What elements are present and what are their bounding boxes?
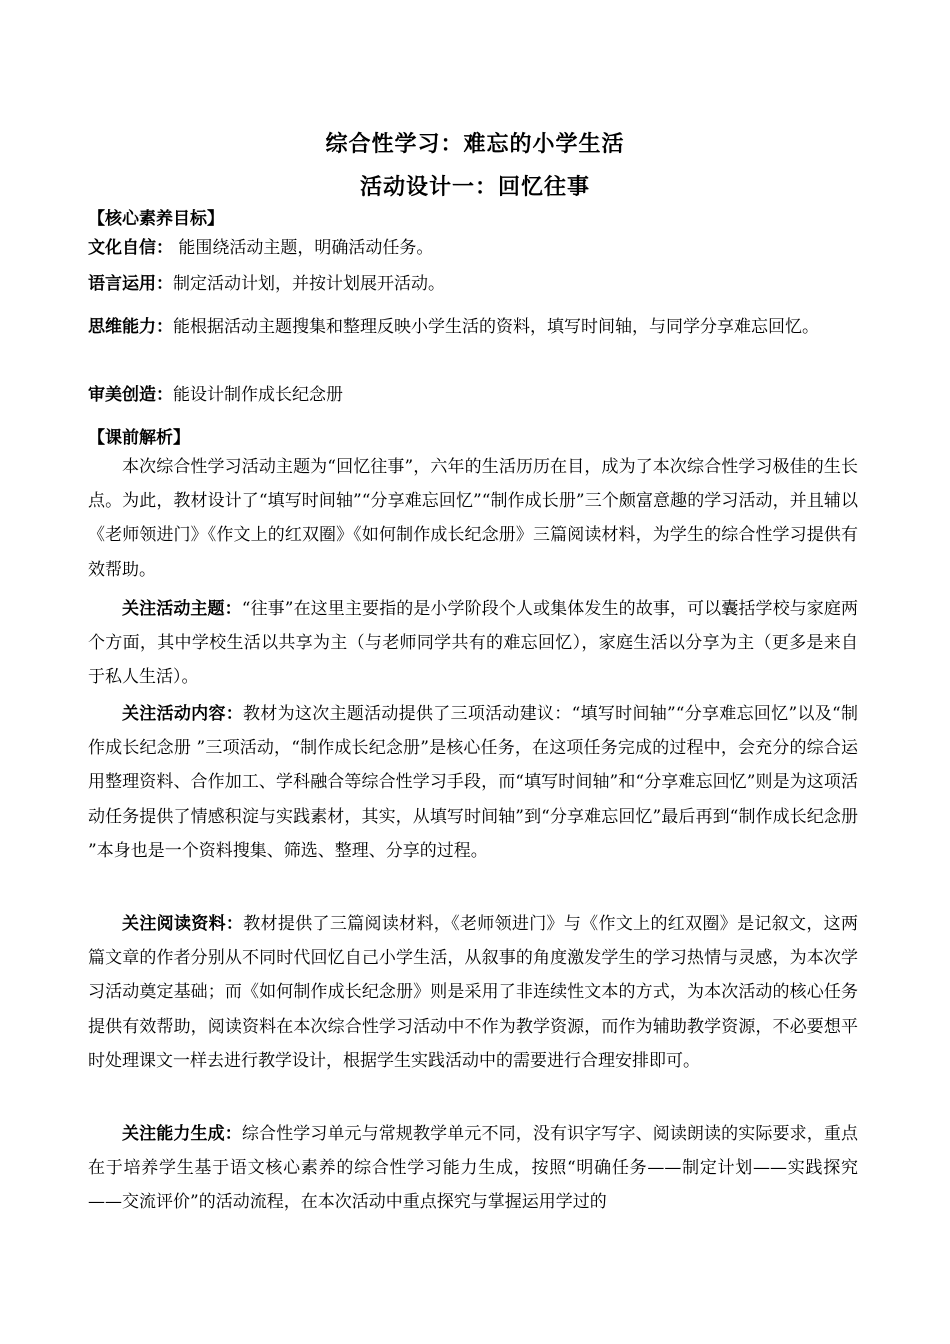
- goal-thinking-label: 思维能力：: [88, 317, 173, 337]
- goal-language-label: 语言运用：: [88, 274, 173, 294]
- section-content-label: 关注活动内容：: [122, 704, 244, 724]
- section-reading-label: 关注阅读资料：: [122, 914, 244, 934]
- goal-aesthetic: [88, 379, 858, 412]
- section-reading-text: 教材提供了三篇阅读材料，《老师领进门》与《作文上的红双圈》是记叙文，这两篇文章的作者分别从不同时代回忆自己小学生活，从叙事的角度激发学生的学习热情与灵感，为本次学习活动奠定基础；而《如何制作成长纪念册》则是采用了非连续性文本的方式，为本次活动的核心任务提供有效帮助，阅读资料在本次综合性学习活动中不作为教学资源，而作为辅助教学资源，不必要想平时处理课文一样去进行教学设计，根据学生实践活动中的需要进行合理安排即可。: [88, 914, 858, 1071]
- preclass-heading: 【课前解析】: [88, 428, 190, 448]
- goal-culture: [88, 232, 858, 265]
- section-ability: [88, 1117, 858, 1220]
- core-goals-heading: 【核心素养目标】: [88, 209, 224, 229]
- document-subtitle: 活动设计一：回忆往事: [359, 175, 590, 200]
- goal-culture-label: 文化自信：: [88, 238, 173, 258]
- document-title: 综合性学习：难忘的小学生活: [325, 132, 625, 157]
- goal-aesthetic-text: 能设计制作成长纪念册: [173, 385, 343, 405]
- goal-language-text: 制定活动计划，并按计划展开活动。: [173, 274, 445, 294]
- goal-thinking: [88, 310, 858, 344]
- section-ability-text: 综合性学习单元与常规教学单元不同，没有识字写字、阅读朗读的实际要求，重点在于培养学生基于语文核心素养的综合性学习能力生成，按照“明确任务——制定计划——实践探究——交流评价”的活动流程，在本次活动中重点探究与掌握运用学过的: [88, 1124, 859, 1213]
- preclass-intro: 本次综合性学习活动主题为“回忆往事”，六年的生活历历在目，成为了本次综合性学习极佳的生长点。为此，教材设计了“填写时间轴”“分享难忘回忆”“制作成长册”三个颇富意趣的学习活动，并且辅以《老师领进门》《作文上的红双圈》《如何制作成长纪念册》三篇阅读材料，为学生的综合性学习提供有效帮助。: [88, 457, 858, 580]
- goal-thinking-text: 能根据活动主题搜集和整理反映小学生活的资料，填写时间轴，与同学分享难忘回忆。: [173, 317, 819, 337]
- section-content: [88, 697, 858, 868]
- section-ability-label: 关注能力生成：: [122, 1124, 242, 1144]
- section-theme-label: 关注活动主题：: [122, 599, 242, 619]
- section-reading: [88, 907, 858, 1078]
- goal-aesthetic-label: 审美创造：: [88, 385, 173, 405]
- goal-culture-text: 能围绕活动主题，明确活动任务。: [173, 238, 434, 258]
- section-theme: [88, 592, 858, 695]
- section-content-text: 教材为这次主题活动提供了三项活动建议：“填写时间轴”“分享难忘回忆”以及“制作成长纪念册 ”三项活动，“制作成长纪念册”是核心任务，在这项任务完成的过程中，会充分的综合运用整理资料、合作加工、学科融合等综合性学习手段，而“填写时间轴”和“分享难忘回忆”则是为这项活动任务提供了情感积淀与实践素材，其实，从填写时间轴”到“分享难忘回忆”最后再到“制作成长纪念册 ”本身也是一个资料搜集、筛选、整理、分享的过程。: [88, 704, 859, 861]
- section-theme-text: “往事”在这里主要指的是小学阶段个人或集体发生的故事，可以囊括学校与家庭两个方面，其中学校生活以共享为主（与老师同学共有的难忘回忆），家庭生活以分享为主（更多是来自于私人生活）。: [88, 599, 859, 688]
- goal-language: [88, 268, 858, 301]
